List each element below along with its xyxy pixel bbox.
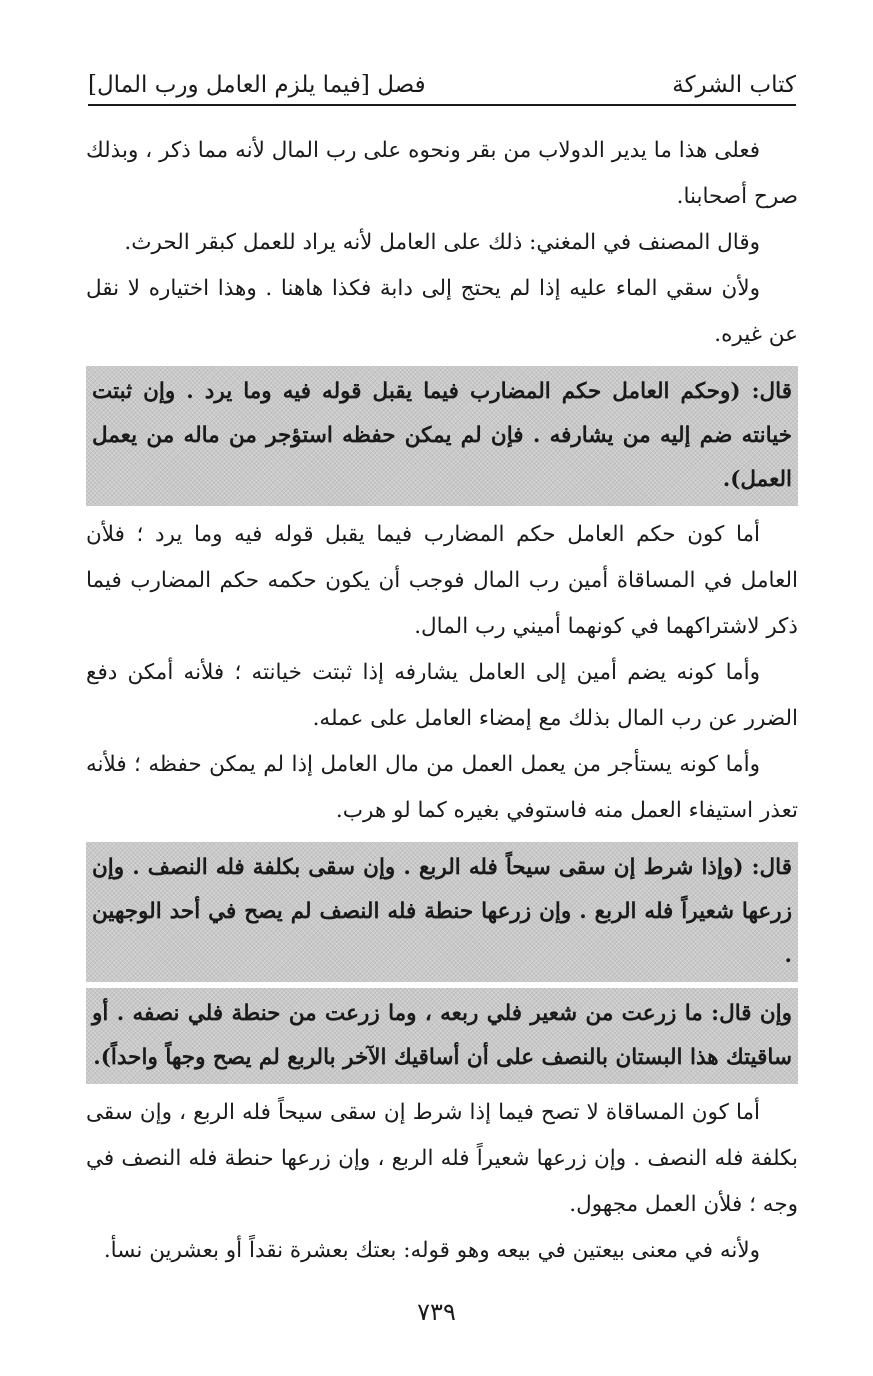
matn-quote-3: وإن قال: ما زرعت من شعير فلي ربعه ، وما زرعت من حنطة فلي نصفه . أو ساقيتك هذا البستان بالنصف على أن أساقيك الآخر بالربع لم يصح وجهاً واحداً). bbox=[86, 988, 798, 1084]
paragraph-7: أما كون المساقاة لا تصح فيما إذا شرط إن سقى سيحاً فله الربع ، وإن سقى بكلفة فله النصف . وإن زرعها شعيراً فله الربع ، وإن زرعها حنطة فله النصف في وجه ؛ فلأن العمل مجهول. bbox=[86, 1100, 798, 1217]
paragraph-8: ولأنه في معنى بيعتين في بيعه وهو قوله: بعتك بعشرة نقداً أو بعشرين نسأ. bbox=[103, 1238, 760, 1263]
paragraph-4: أما كون حكم العامل حكم المضارب فيما يقبل قوله فيه وما يرد ؛ فلأن العامل في المساقاة أمين رب المال فوجب أن يكون حكمه حكم المضارب فيما ذكر لاشتراكهما في كونهما أميني رب المال. bbox=[86, 522, 798, 639]
paragraph-6: وأما كونه يستأجر من يعمل العمل من مال العامل إذا لم يمكن حفظه ؛ فلأنه تعذر استيفاء العمل منه فاستوفي بغيره كما لو هرب. bbox=[86, 752, 798, 823]
book-title: كتاب الشركة bbox=[672, 72, 796, 98]
matn-quote-2: قال: (وإذا شرط إن سقى سيحاً فله الربع . وإن سقى بكلفة فله النصف . وإن زرعها شعيراً فله الربع . وإن زرعها حنطة فله النصف لم يصح في أحد الوجهين . bbox=[86, 842, 798, 982]
chapter-title: فصل [فيما يلزم العامل ورب المال] bbox=[88, 72, 426, 98]
header-divider bbox=[88, 104, 796, 106]
paragraph-1: فعلى هذا ما يدير الدولاب من بقر ونحوه على رب المال لأنه مما ذكر ، وبذلك صرح أصحابنا. bbox=[86, 138, 798, 209]
page-body bbox=[86, 128, 798, 1274]
paragraph-5: وأما كونه يضم أمين إلى العامل يشارفه إذا ثبتت خيانته ؛ فلأنه أمكن دفع الضرر عن رب المال بذلك مع إمضاء العامل على عمله. bbox=[86, 660, 798, 731]
matn-quote-1: قال: (وحكم العامل حكم المضارب فيما يقبل قوله فيه وما يرد . وإن ثبتت خيانته ضم إليه من يشارفه . فإن لم يمكن حفظه استؤجر من ماله من يعمل العمل). bbox=[86, 366, 798, 506]
page-number: ٧٣٩ bbox=[417, 1298, 456, 1326]
paragraph-3: ولأن سقي الماء عليه إذا لم يحتج إلى دابة فكذا هاهنا . وهذا اختياره لا نقل عن غيره. bbox=[86, 276, 798, 347]
paragraph-2: وقال المصنف في المغني: ذلك على العامل لأنه يراد للعمل كبقر الحرث. bbox=[124, 230, 760, 255]
running-header bbox=[88, 58, 796, 102]
